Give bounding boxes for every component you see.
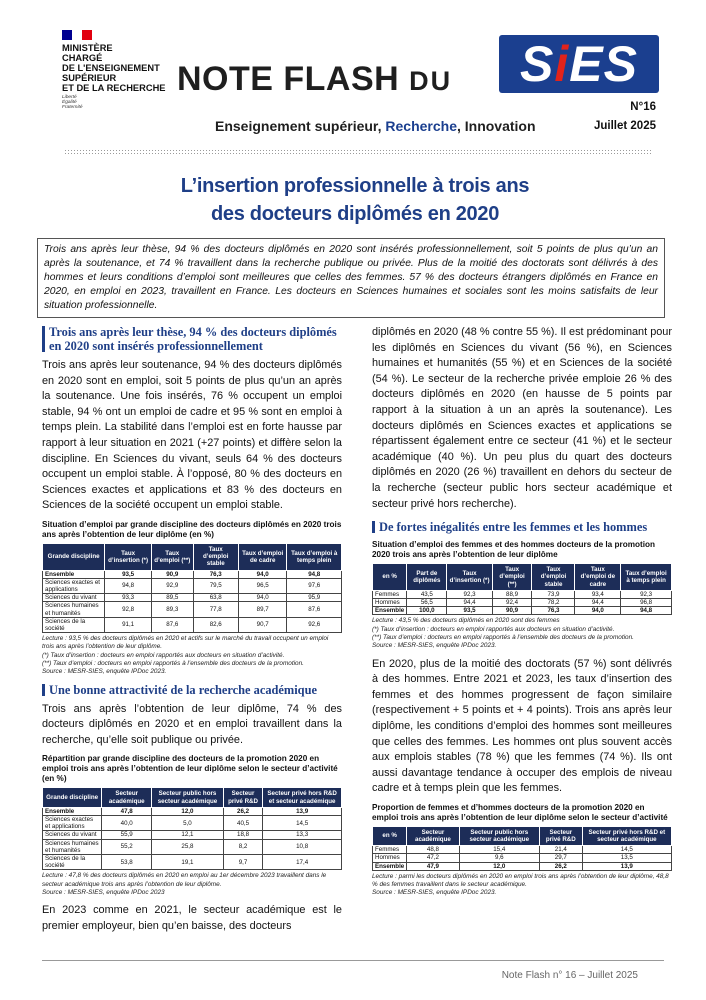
note-line: (*) Taux d’insertion : docteurs en emploi rapportés aux docteurs en situation d’activité. [42, 651, 285, 659]
table-cell: 9,6 [459, 854, 539, 862]
table-cell: Sciences exactes et applications [43, 816, 102, 831]
table-cell: 13,9 [582, 862, 671, 870]
right-column [372, 325, 672, 898]
table-cell: 40,5 [223, 816, 262, 831]
table-cell: 13,3 [263, 831, 342, 839]
table-cell: 25,8 [152, 839, 224, 854]
table-cell: 93,3 [105, 594, 152, 602]
table-title-gender: Situation d’emploi des femmes et des hommes docteurs de la promotion 2020 trois ans après l’obtention de leur diplôme [372, 540, 655, 560]
table-cell: 13,5 [582, 854, 671, 862]
table-cell: 89,3 [151, 602, 193, 617]
publication-title-du: DU [409, 66, 453, 96]
table-cell: 19,1 [152, 855, 224, 870]
page-title [40, 172, 670, 228]
table-row [373, 846, 672, 854]
table-row [43, 855, 342, 870]
table-cell: 26,2 [539, 862, 582, 870]
table-cell: 56,5 [407, 598, 447, 606]
table-cell: Sciences humaines et humanités [43, 602, 105, 617]
table-cell: 92,3 [621, 590, 672, 598]
table-employment-by-gender [372, 563, 672, 615]
table-cell: 97,6 [287, 578, 342, 593]
column-header: Taux d’emploi stable [193, 543, 238, 570]
publication-title-main: NOTE FLASH [177, 60, 400, 98]
table-cell: 12,0 [152, 807, 224, 815]
paragraph-private-research: diplômés en 2020 (48 % contre 55 %). Il est prédominant pour les diplômés en Sciences du vivant (56 %), en Sciences humaines et humanités (55 %) et en Sciences de la société (54 %). Le secteur de la recherche privée emploie 26 % des docteurs diplômés en 2020 (en hausse de 5 points par rapport à la situation à un an après la soutenance). Les docteurs diplômés en Sciences exactes et applications se répartissent également entre ce secteur (41 %) et le secteur académique (40 %). Un peu plus du quart des docteurs diplômés en 2020 (26 %) travaillent en dehors du secteur de la recherche (secteur public hors secteur académique et secteur privé hors recherche). [372, 326, 672, 510]
table-cell: 48,8 [407, 846, 459, 854]
table-cell: 76,3 [193, 570, 238, 578]
paragraph-gender: En 2020, plus de la moitié des doctorats (57 %) sont délivrés à des hommes. Entre 2021 et 2023, les taux d’insertion des femmes et des hommes progressent de façon similaire (respectivement + 5 points et + 4 points). Trois ans après leur diplôme, les conditions d’emploi des hommes sont meilleures que celles des femmes. Les hommes ont plus souvent accès aux emplois stables (78 %) que les femmes (74 %). Ils ont aussi davantage tendance à occuper des emplois de niveau cadre et à temps plein que les femmes. [372, 657, 672, 795]
table-cell: Ensemble [373, 862, 407, 870]
paragraph-academic-sector: En 2023 comme en 2021, le secteur académique est le premier employeur, bien qu’en baisse, des docteurs [42, 904, 342, 932]
table-cell: 92,3 [447, 590, 492, 598]
column-header: Part de diplômés [407, 564, 447, 591]
column-header: Grande discipline [43, 543, 105, 570]
column-header: Taux d’emploi à temps plein [287, 543, 342, 570]
table-row [43, 594, 342, 602]
column-header: Taux d’insertion (*) [447, 564, 492, 591]
table-cell: 90,9 [151, 570, 193, 578]
table-row [43, 602, 342, 617]
column-header: Secteur privé hors R&D et secteur académique [582, 826, 671, 845]
table-cell: 94,0 [575, 607, 621, 615]
table-cell: 89,7 [238, 602, 287, 617]
table-cell: 21,4 [539, 846, 582, 854]
footer-text: Note Flash n° 16 – Juillet 2025 [501, 970, 638, 981]
table-cell: 5,0 [152, 816, 224, 831]
section-heading-insertion: Trois ans après leur thèse, 94 % des docteurs diplômés en 2020 sont insérés professionnellement [42, 325, 342, 353]
note-line: (*) Taux d’insertion : docteurs en emploi rapportés aux docteurs en situation d’activité. [372, 625, 615, 633]
table-notes [372, 873, 672, 898]
table-cell: Femmes [373, 846, 407, 854]
table-notes [372, 617, 672, 650]
table-cell: 94,4 [575, 598, 621, 606]
table-cell: 12,0 [459, 862, 539, 870]
footer-divider [42, 960, 664, 961]
table-cell: Sciences de la société [43, 617, 105, 632]
table-cell: Ensemble [373, 607, 407, 615]
table-cell: Sciences du vivant [43, 594, 105, 602]
table-row [43, 831, 342, 839]
table-title-discipline: Situation d’emploi par grande discipline des docteurs diplômés en 2020 trois ans après l’obtention de leur diplôme (en %) [42, 519, 342, 539]
table-cell: 94,8 [287, 570, 342, 578]
column-header: Secteur académique [407, 826, 459, 845]
table-cell: 92,6 [287, 617, 342, 632]
column-header: Grande discipline [43, 788, 102, 807]
table-cell: 96,5 [238, 578, 287, 593]
column-header: Secteur public hors secteur académique [459, 826, 539, 845]
table-cell: 47,2 [407, 854, 459, 862]
column-header: Taux d’emploi de cadre [575, 564, 621, 591]
note-line: Source : MESR-SIES, enquête IPDoc 2023. [42, 668, 167, 676]
header-divider [64, 149, 652, 154]
table-cell: 88,9 [492, 590, 532, 598]
table-cell: 77,8 [193, 602, 238, 617]
column-header: Taux d’emploi (**) [492, 564, 532, 591]
republic-motto: Liberté Égalité Fraternité [62, 95, 83, 111]
note-line: (**) Taux d’emploi : docteurs en emploi rapportés à l’ensemble des docteurs de la promotion. [372, 633, 634, 641]
table-cell: 12,1 [152, 831, 224, 839]
page-title-line1: L’insertion professionnelle à trois ans [180, 175, 530, 197]
table-cell: 89,5 [151, 594, 193, 602]
table-cell: 47,9 [407, 862, 459, 870]
table-cell: 95,9 [287, 594, 342, 602]
section-heading-attractivity: Une bonne attractivité de la recherche académique [42, 683, 342, 697]
table-cell: 43,5 [407, 590, 447, 598]
column-header: Secteur privé hors R&D et secteur académique [263, 788, 342, 807]
note-line: Source : MESR-SIES, enquête IPDoc 2023. [372, 889, 497, 897]
column-header: Taux d’emploi à temps plein [621, 564, 672, 591]
table-cell: 92,4 [492, 598, 532, 606]
ministry-block [62, 30, 182, 111]
table-row [43, 578, 342, 593]
table-cell: 82,6 [193, 617, 238, 632]
table-row [43, 570, 342, 578]
paragraph-attractivity: Trois ans après l’obtention de leur diplôme, 74 % des docteurs diplômés en 2020 et en emploi travaillent dans la recherche, qu’elle soit publique ou privée. [42, 702, 342, 746]
table-cell: Ensemble [43, 570, 105, 578]
column-header: Secteur privé R&D [223, 788, 262, 807]
table-cell: 94,8 [621, 607, 672, 615]
table-cell: 47,8 [102, 807, 152, 815]
table-cell: 94,0 [238, 594, 287, 602]
table-cell: 79,5 [193, 578, 238, 593]
table-row [373, 590, 672, 598]
table-row [373, 862, 672, 870]
table-cell: Sciences du vivant [43, 831, 102, 839]
table-cell: Sciences exactes et applications [43, 578, 105, 593]
column-header: Taux d’insertion (*) [105, 543, 152, 570]
table-cell: 90,7 [238, 617, 287, 632]
note-line: Lecture : 93,5 % des docteurs diplômés en 2020 et actifs sur le marché du travail occupent un emploi trois ans après l’obtention de leur diplôme. [42, 635, 329, 651]
section-heading-gender: De fortes inégalités entre les femmes et les hommes [372, 520, 672, 534]
table-cell: Ensemble [43, 807, 102, 815]
note-line: Source : MESR-SIES, enquête IPDoc 2023 [42, 889, 165, 897]
table-cell: 90,9 [492, 607, 532, 615]
table-cell: 9,7 [223, 855, 262, 870]
table-employment-by-discipline [42, 543, 342, 633]
french-flag-icon [62, 30, 92, 40]
table-sector-by-discipline [42, 787, 342, 870]
table-row [43, 816, 342, 831]
table-cell: 93,5 [447, 607, 492, 615]
table-notes [42, 872, 342, 897]
table-cell: 76,3 [532, 607, 575, 615]
table-cell: 94,4 [447, 598, 492, 606]
sies-logo: SiES [499, 35, 659, 93]
table-cell: 100,0 [407, 607, 447, 615]
table-cell: 94,8 [105, 578, 152, 593]
table-cell: 92,8 [105, 602, 152, 617]
publication-title [177, 60, 452, 99]
note-line: (**) Taux d’emploi : docteurs en emploi rapportés à l’ensemble des docteurs de la promotion. [42, 660, 304, 668]
column-header: en % [373, 826, 407, 845]
table-cell: 78,2 [532, 598, 575, 606]
column-header: Secteur privé R&D [539, 826, 582, 845]
table-cell: 14,5 [263, 816, 342, 831]
table-sector-by-gender [372, 826, 672, 871]
column-header: Taux d’emploi (**) [151, 543, 193, 570]
table-cell: 92,9 [151, 578, 193, 593]
note-line: Lecture : parmi les docteurs diplômés en 2020 en emploi trois ans après l’obtention de leur diplôme, 48,8 % des femmes travaillent dans le secteur académique. [372, 872, 669, 889]
table-cell: 96,8 [621, 598, 672, 606]
table-cell: 93,4 [575, 590, 621, 598]
note-line: Lecture : 43,5 % des docteurs diplômés en 2020 sont des femmes [372, 617, 560, 625]
table-cell: 87,6 [151, 617, 193, 632]
table-cell: Hommes [373, 598, 407, 606]
table-title-sector: Répartition par grande discipline des docteurs de la promotion 2020 en emploi trois ans après l’obtention de leur diplôme selon le secteur d’activité (en %) [42, 754, 338, 784]
table-cell: 10,8 [263, 839, 342, 854]
column-header: Secteur académique [102, 788, 152, 807]
table-cell: 40,0 [102, 816, 152, 831]
page-title-line2: des docteurs diplômés en 2020 [210, 203, 500, 225]
note-line: Lecture : 47,8 % des docteurs diplômés en 2020 en emploi au 1er décembre 2023 travaillent dans le secteur académique trois ans après l’obtention de leur diplôme. [42, 872, 327, 888]
table-cell: 15,4 [459, 846, 539, 854]
column-header: Taux d’emploi stable [532, 564, 575, 591]
table-cell: 18,8 [223, 831, 262, 839]
table-row [43, 807, 342, 815]
table-cell: Sciences humaines et humanités [43, 839, 102, 854]
table-cell: 14,5 [582, 846, 671, 854]
column-header: en % [373, 564, 407, 591]
table-cell: 26,2 [223, 807, 262, 815]
table-cell: 53,8 [102, 855, 152, 870]
table-cell: 55,2 [102, 839, 152, 854]
table-row [373, 598, 672, 606]
table-notes [42, 635, 342, 676]
table-row [373, 607, 672, 615]
column-header: Secteur public hors secteur académique [152, 788, 224, 807]
ministry-name: MINISTÈRE CHARGÉ DE L'ENSEIGNEMENT SUPÉRIEUR ET DE LA RECHERCHE [62, 43, 166, 93]
table-cell: 93,5 [105, 570, 152, 578]
table-cell: 94,0 [238, 570, 287, 578]
publication-subtitle: Enseignement supérieur, Recherche, Innovation [215, 118, 536, 134]
paragraph-insertion: Trois ans après leur soutenance, 94 % des docteurs diplômés en 2020 sont en emploi, soit 5 points de plus qu’un an après la soutenance. Une fois insérés, 76 % occupent un emploi stable, 94 % ont un emploi de cadre et 95 % sont en emploi à temps plein. La stabilité dans l’emploi est en forte hausse par rapport à leur situation en 2021 (+27 points) et diffère selon la discipline. En Sciences du vivant, seuls 64 % des docteurs occupent un emploi stable. À l’opposé, 80 % des docteurs en Sciences exactes et applications et 83 % des docteurs en Sciences de la société occupent un emploi stable. [42, 359, 342, 512]
table-cell: 91,1 [105, 617, 152, 632]
issue-number: N°16 [630, 101, 656, 113]
table-cell: 73,9 [532, 590, 575, 598]
table-cell: Femmes [373, 590, 407, 598]
table-cell: 17,4 [263, 855, 342, 870]
issue-date: Juillet 2025 [593, 120, 656, 132]
table-cell: Hommes [373, 854, 407, 862]
column-header: Taux d’emploi de cadre [238, 543, 287, 570]
left-column [42, 325, 342, 935]
table-cell: Sciences de la société [43, 855, 102, 870]
table-row [43, 839, 342, 854]
table-cell: 29,7 [539, 854, 582, 862]
table-cell: 63,8 [193, 594, 238, 602]
table-cell: 87,6 [287, 602, 342, 617]
summary-box: Trois ans après leur thèse, 94 % des docteurs diplômés en 2020 sont insérés professionnellement, soit 5 points de plus qu’un an après la soutenance, et 74 % travaillent dans la recherche publique ou privée. Plus de la moitié des doctorats sont délivrés à des hommes et leurs conditions d’emploi sont meilleures que celles des femmes. 57 % des docteurs étrangers diplômés en France en 2020, en emploi en 2023, travaillent en France. Les docteurs en Sciences humaines et sociales sont les moins satisfaits de leur situation professionnelle. [37, 238, 665, 318]
table-row [43, 617, 342, 632]
table-cell: 8,2 [223, 839, 262, 854]
table-row [373, 854, 672, 862]
table-cell: 13,9 [263, 807, 342, 815]
note-line: Source : MESR-SIES, enquête IPDoc 2023. [372, 642, 497, 650]
table-cell: 55,9 [102, 831, 152, 839]
table-title-gender-sector: Proportion de femmes et d’hommes docteurs de la promotion 2020 en emploi trois ans après l’obtention de leur diplôme selon le secteur d’activité [372, 802, 668, 822]
